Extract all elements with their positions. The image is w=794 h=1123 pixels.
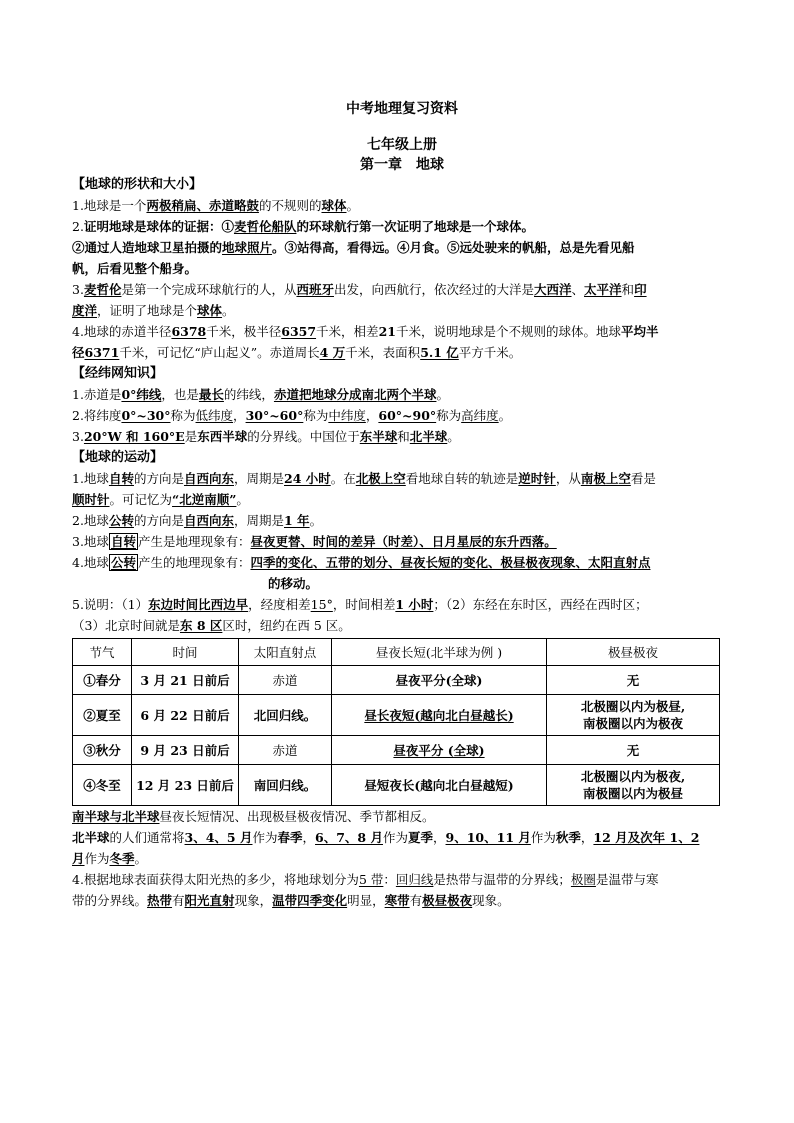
seasons-line-2: 北半球的人们通常将3、4、5 月作为春季，6、7、8 月作为夏季，9、10、11 月作为秋季，12 月及次年 1、2	[72, 830, 700, 845]
cell-term: ③秋分	[73, 736, 132, 765]
zones-line-1: 4.根据地球表面获得太阳光热的多少，将地球划分为5 带：回归线是热带与温带的分界线；极圈是温带与寒	[72, 872, 659, 887]
table-row	[73, 666, 720, 695]
cell-polar	[547, 765, 720, 806]
cell-time: 6 月 22 日前后	[132, 695, 239, 736]
cell-polar-line-2: 南极圈以内为极夜	[582, 716, 683, 731]
cell-point: 南回归线。	[239, 765, 332, 806]
cell-polar-line-2: 南极圈以内为极昼	[582, 786, 683, 801]
cell-polar: 无	[547, 666, 720, 695]
col-header: 节气	[73, 639, 132, 666]
shape-line-5: 3.麦哲伦是第一个完成环球航行的人，从西班牙出发，向西航行，依次经过的大洋是大西洋、太平洋和印	[72, 282, 647, 297]
shape-line-2: 2.证明地球是球体的证据：①麦哲伦船队的环球航行第一次证明了地球是一个球体。	[72, 219, 534, 234]
shape-line-4: 帆，后看见整个船身。	[72, 261, 198, 276]
motion-line-8: （3）北京时间就是东 8 区区时，纽约在西 5 区。	[72, 618, 351, 633]
col-header: 时间	[132, 639, 239, 666]
cell-time: 12 月 23 日前后	[132, 765, 239, 806]
graticule-line-1: 1.赤道是0°纬线，也是最长的纬线，赤道把地球分成南北两个半球。	[72, 387, 449, 402]
cell-daynight: 昼夜平分(全球)	[332, 666, 547, 695]
cell-daynight: 昼短夜长(越向北白昼越短)	[332, 765, 547, 806]
cell-daynight: 昼夜平分 (全球)	[332, 736, 547, 765]
chapter-title: 第一章 地球	[360, 157, 444, 173]
motion-line-5: 4.地球 公转 产生的地理现象有：四季的变化、五带的划分、昼夜长短的变化、极昼极夜现象、太阳直射点	[72, 555, 651, 570]
motion-line-7: 5.说明：（1）东边时间比西边早，经度相差15°，时间相差1 小时；（2）东经在东时区，西经在西时区；	[72, 597, 648, 612]
cell-polar	[547, 695, 720, 736]
col-header: 极昼极夜	[547, 639, 720, 666]
section-heading-motion: 【地球的运动】	[72, 450, 164, 465]
solar-terms-table	[72, 638, 720, 806]
table-header-row	[73, 639, 720, 666]
cell-time: 3 月 21 日前后	[132, 666, 239, 695]
motion-line-2: 顺时针。可记忆为“北逆南顺”。	[72, 492, 249, 507]
graticule-line-2: 2.将纬度0°~30°称为低纬度，30°~60°称为中纬度，60°~90°称为高纬度。	[72, 408, 512, 423]
section-heading-graticule: 【经纬网知识】	[72, 366, 164, 381]
col-header: 太阳直射点	[239, 639, 332, 666]
motion-line-6: 的移动。	[268, 576, 319, 591]
table-row	[73, 736, 720, 765]
graticule-line-3: 3.20°W 和 160°E是东西半球的分界线。中国位于东半球和北半球。	[72, 429, 460, 444]
seasons-line-1: 南半球与北半球昼夜长短情况、出现极昼极夜情况、季节都相反。	[72, 809, 435, 824]
cell-daynight: 昼长夜短(越向北白昼越长)	[332, 695, 547, 736]
shape-line-7: 4.地球的赤道半径6378千米，极半径6357千米，相差21千米，说明地球是个不规则的球体。地球平均半	[72, 324, 659, 339]
section-heading-shape: 【地球的形状和大小】	[72, 177, 203, 192]
shape-line-1: 1.地球是一个两极稍扁、赤道略鼓的不规则的球体。	[72, 198, 359, 213]
motion-line-4: 3.地球 自转 产生是地理现象有：昼夜更替、时间的差异（时差）、日月星辰的东升西落。	[72, 534, 557, 549]
cell-term: ①春分	[73, 666, 132, 695]
shape-line-3: ②通过人造地球卫星拍摄的地球照片。③站得高，看得远。④月食。⑤远处驶来的帆船，总是先看见船	[72, 240, 635, 255]
cell-point: 北回归线。	[239, 695, 332, 736]
seasons-line-3: 月作为冬季。	[72, 851, 148, 866]
cell-term: ②夏至	[73, 695, 132, 736]
cell-polar-line-1: 北极圈以内为极昼,	[580, 699, 686, 714]
shape-line-8: 径6371千米，可记忆“庐山起义”。赤道周长4 万千米，表面积5.1 亿平方千米。	[72, 345, 522, 360]
table-row	[73, 765, 720, 806]
grade-title: 七年级上册	[367, 137, 437, 153]
shape-line-6: 度洋，证明了地球是个球体。	[72, 303, 235, 318]
zones-line-2: 带的分界线。热带有阳光直射现象，温带四季变化明显，寒带有极昼极夜现象。	[72, 893, 510, 908]
cell-time: 9 月 23 日前后	[132, 736, 239, 765]
cell-point: 赤道	[239, 666, 332, 695]
motion-line-3: 2.地球公转的方向是自西向东，周期是1 年。	[72, 513, 323, 528]
cell-point: 赤道	[239, 736, 332, 765]
cell-polar: 无	[547, 736, 720, 765]
cell-polar-line-1: 北极圈以内为极夜,	[580, 769, 686, 784]
cell-term: ④冬至	[73, 765, 132, 806]
col-header: 昼夜长短(北半球为例 )	[332, 639, 547, 666]
document-page	[72, 100, 732, 911]
doc-title: 中考地理复习资料	[346, 101, 458, 117]
table-row	[73, 695, 720, 736]
motion-line-1: 1.地球自转的方向是自西向东，周期是24 小时。在北极上空看地球自转的轨迹是逆时针，从南极上空看是	[72, 471, 656, 486]
